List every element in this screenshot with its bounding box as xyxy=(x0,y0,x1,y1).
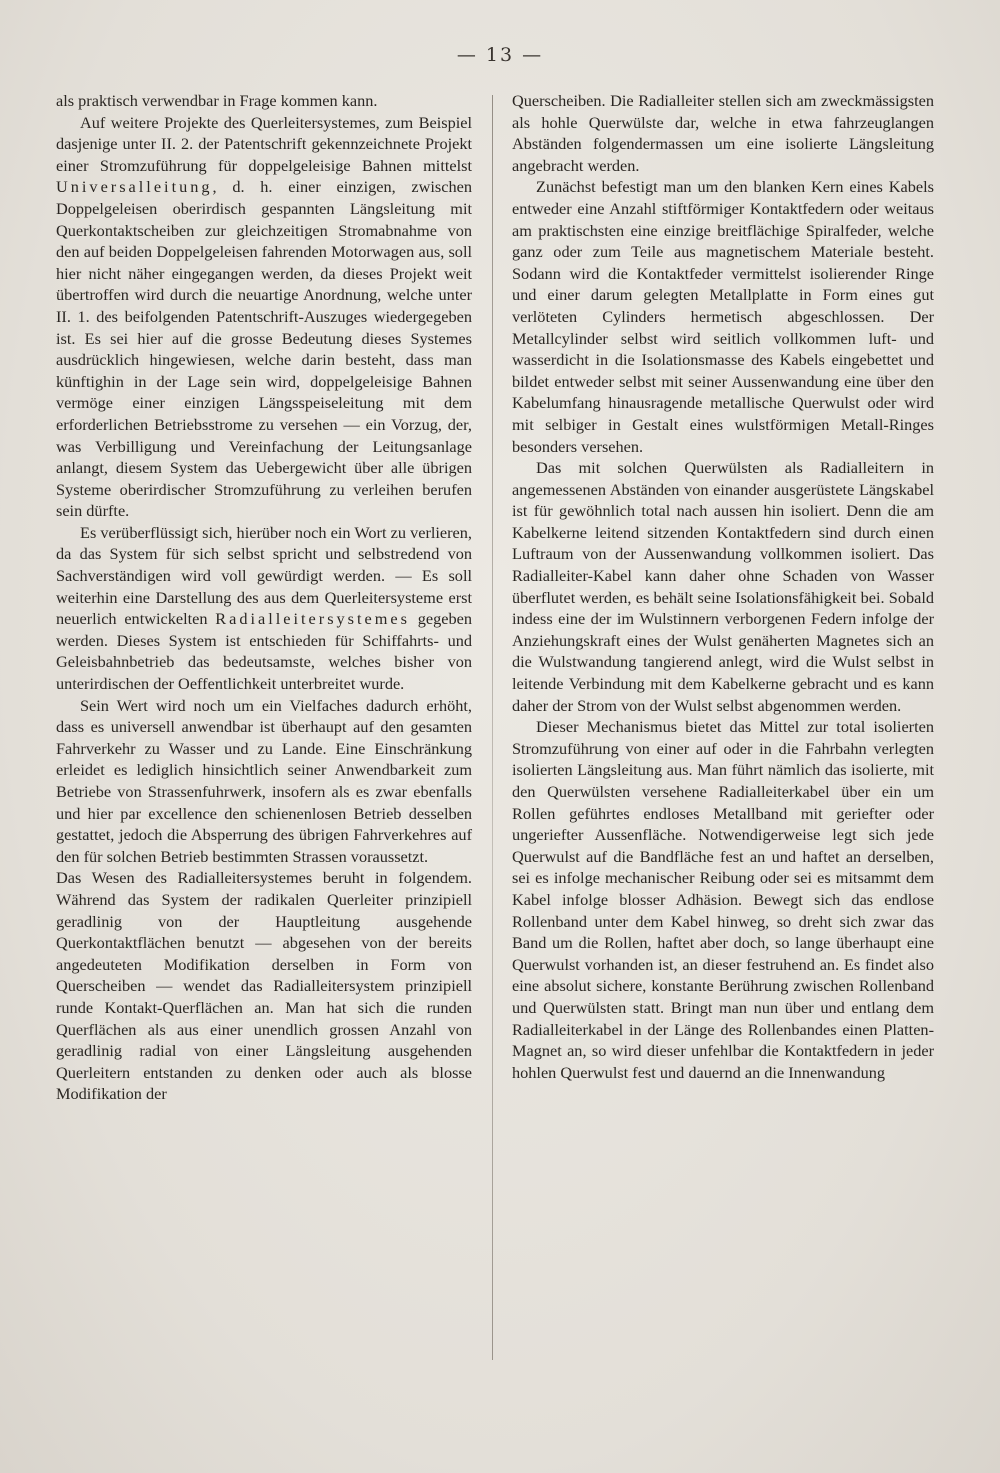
paragraph: Sein Wert wird noch um ein Vielfaches dadurch erhöht, dass es universell anwendbar ist überhaupt auf den gesamten Fahrverkehr zu Wasser und zu Lande. Eine Einschränkung erleidet es lediglich hinsichtlich seiner Anwendbarkeit zum Betriebe von Strassenfuhrwerk, insofern als es zwar ebenfalls und hier par excellence den schienenlosen Betrieb desselben gestattet, jedoch die Absperrung des übrigen Fahrverkehres auf den für solchen Betrieb bestimmten Strassen voraussetzt. xyxy=(56,695,472,866)
left-column xyxy=(56,90,472,1105)
paragraph-text: Auf weitere Projekte des Querleitersystemes, zum Beispiel dasjenige unter II. 2. der Patentschrift gekennzeichnete Projekt einer Stromzuführung für doppelgeleisige Bahnen mittelst xyxy=(56,112,472,175)
page-number: — 13 — xyxy=(456,44,544,66)
paragraph-text: Es verüberflüssigt sich, hierüber noch ein Wort zu verlieren, da das System für sich selbst spricht und selbstredend von Sachverständigen wird voll gewürdigt werden. — Es soll weiterhin eine Darstellung des aus dem Querleitersysteme erst neuerlich entwickelten xyxy=(56,522,472,629)
paragraph: Dieser Mechanismus bietet das Mittel zur total isolierten Stromzuführung von einer auf oder in die Fahrbahn verlegten isolierten Längsleitung aus. Man führt nämlich das isolierte, mit den Querwülsten versehene Radialleiterkabel über ein um Rollen geführtes endloses Metallband mit geriefter oder ungeriefter Aussenfläche. Notwendigerweise legt sich jede Querwulst auf die Bandfläche fest an und haftet an derselben, sei es infolge mechanischer Reibung oder sei es mitsammt dem Kabel infolge blosser Adhäsion. Bewegt sich das endlose Rollenband unter dem Kabel hinweg, so dreht sich zwar das Band um die Rollen, haftet aber doch, so lange überhaupt eine Querwulst vorhanden ist, an dieser festruhend an. Es findet also eine absolut sichere, konstante Berührung zwischen Rollenband und Querwülsten statt. Bringt man nun über und entlang dem Radialleiterkabel in der Länge des Rollenbandes einen Platten-Magnet an, so wird dieser unfehlbar die Kontaktfedern in jeder hohlen Querwulst fest und dauernd an die Innenwandung xyxy=(512,717,934,1082)
paragraph: Zunächst befestigt man um den blanken Kern eines Kabels entweder eine Anzahl stiftförmiger Kontaktfedern oder weitaus am praktischsten eine einzige breitflächige Spiralfeder, welche ganz oder zum Teile aus magnetischem Materiale besteht. Sodann wird die Kontaktfeder vermittelst isolierender Ringe und einer darum gelegten Metallplatte in Form eines gut verlöteten Cylinders hermetisch abgeschlossen. Der Metallcylinder selbst wird seitlich vollkommen luft- und wasserdicht in die Isolationsmasse des Kabels eingebettet und bildet entweder selbst mit seiner Aussenwandung eine über den Kabelumfang hinausragende metallische Querwulst oder wird mit selbiger in Gestalt eines wulstförmigen Metall-Ringes besonders versehen. xyxy=(512,177,934,456)
paragraph-text: gegeben werden. Dieses System ist entschieden für Schiffahrts- und Geleisbahnbetrieb das bedeutsamste, welches bisher von unterirdischen der Oeffentlichkeit unterbreitet wurde. xyxy=(56,609,472,694)
spaced-emphasis: Radialleitersystemes xyxy=(215,609,410,629)
right-column xyxy=(512,90,934,1083)
paragraph-text: , d. h. einer einzigen, zwischen Doppelgeleisen oberirdisch gespannten Längsleitung mit Querkontaktscheiben zur gleichzeitigen Stromabnahme von den auf beiden Doppelgeleisen fahrenden Motorwagen aus, soll hier nicht näher eingegangen werden, da dieses Projekt weit übertroffen wird durch die neuartige Anordnung, welche unter II. 1. des beifolgenden Patentschrift-Auszuges wiedergegeben ist. Es sei hier auf die grosse Bedeutung dieses Systemes ausdrücklich hingewiesen, welche darin besteht, dass man künftighin in der Lage sein wird, doppelgeleisige Bahnen vermöge einer einzigen Längsspeiseleitung mit dem erforderlichen Betriebsstrome zu versehen — ein Vorzug, der, was Verbilligung und Vereinfachung der Leitungsanlage anlangt, diesem System das Uebergewicht über alle übrigen Systeme oberirdischer Stromzuführung zu verleihen berufen sein dürfte. xyxy=(56,177,472,521)
paragraph xyxy=(56,522,472,695)
paragraph: Querscheiben. Die Radialleiter stellen sich am zweckmässigsten als hohle Querwülste dar, welche in etwa fahrzeuglangen Abständen folgendermassen um eine isolierte Längsleitung angebracht werden. xyxy=(512,91,934,175)
paragraph: als praktisch verwendbar in Frage kommen kann. xyxy=(56,91,378,110)
paragraph: Das Wesen des Radialleitersystemes beruht in folgendem. Während das System der radikalen Querleiter prinzipiell geradlinig von der Hauptleitung ausgehende Querkontaktflächen benutzt — abgesehen von der bereits angedeuteten Modifikation derselben in Form von Querscheiben — wendet das Radialleitersystem prinzipiell runde Kontakt-Querflächen an. Man hat sich die runden Querflächen als aus einer unendlich grossen Anzahl von geradlinig radial von einer Längsleitung ausgehenden Querleitern entstanden zu denken oder auch als blosse Modifikation der xyxy=(56,868,472,1104)
column-divider xyxy=(492,95,493,1360)
spaced-emphasis: Universalleitung xyxy=(56,177,213,197)
paragraph xyxy=(56,112,472,522)
paragraph: Das mit solchen Querwülsten als Radialleitern in angemessenen Abständen von einander ausgerüstete Längskabel ist für gewöhnlich total nach aussen hin isoliert. Denn die am Kabelkerne leitend sitzenden Kontaktfedern sind durch einen Luftraum von der Aussenwandung vollkommen isoliert. Das Radialleiter-Kabel kann daher ohne Schaden von Wasser überflutet werden, es behält seine Isolationsfähigkeit bei. Sobald indess eine der im Wulstinnern verborgenen Federn infolge der Anziehungskraft eines der Wulst genäherten Magnetes sich an die Wulstwandung tangierend anlegt, wird die Wulst selbst in leitende Verbindung mit dem Kabelkerne gebracht und es kann daher der Strom von der Wulst selbst abgenommen werden. xyxy=(512,458,934,715)
